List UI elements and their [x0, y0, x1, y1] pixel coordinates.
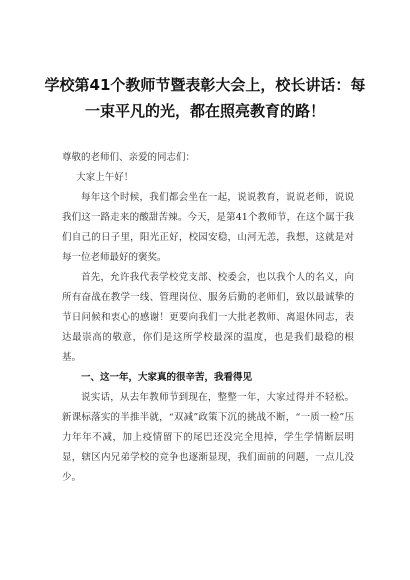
paragraph: 说实话，从去年教师节到现在，整整一年，大家过得并不轻松。新课标落实的半推半就，“双减”政策下沉的挑战不断，“一质一检”压力年年不减，加上疫情留下的尾巴还没完全甩掉，学生学情断层明显，辖区内兄弟学校的竞争也逐渐显现，我们面前的问题，一点儿没少。 [62, 392, 354, 483]
greeting: 大家上午好！ [76, 172, 134, 183]
section-heading: 一、这一年，大家真的很辛苦，我看得见 [81, 372, 253, 383]
document-body [62, 148, 354, 488]
document-title: 学校第41个教师节暨表彰大会上，校长讲话：每一束平凡的光，都在照亮教育的路！ [44, 76, 366, 120]
paragraph: 每年这个时候，我们都会坐在一起，说说教育，说说老师，说说我们这一路走来的酸甜苦辣。今天，是第41个教师节，在这个属于我们自己的日子里，阳光正好，校园安稳，山河无恙，我想，这就是对每一位老师最好的褒奖。 [62, 192, 354, 263]
paragraph: 首先，允许我代表学校党支部、校委会，也以我个人的名义，向所有奋战在教学一线、管理岗位、服务后勤的老师们，致以最诚挚的节日问候和衷心的感谢！更要向我们一大批老教师、离退休同志，表达最崇高的敬意，你们是这所学校最深的温度，也是我们最稳的根基。 [62, 272, 354, 363]
salutation: 尊敬的老师们、亲爱的同志们： [62, 152, 196, 163]
